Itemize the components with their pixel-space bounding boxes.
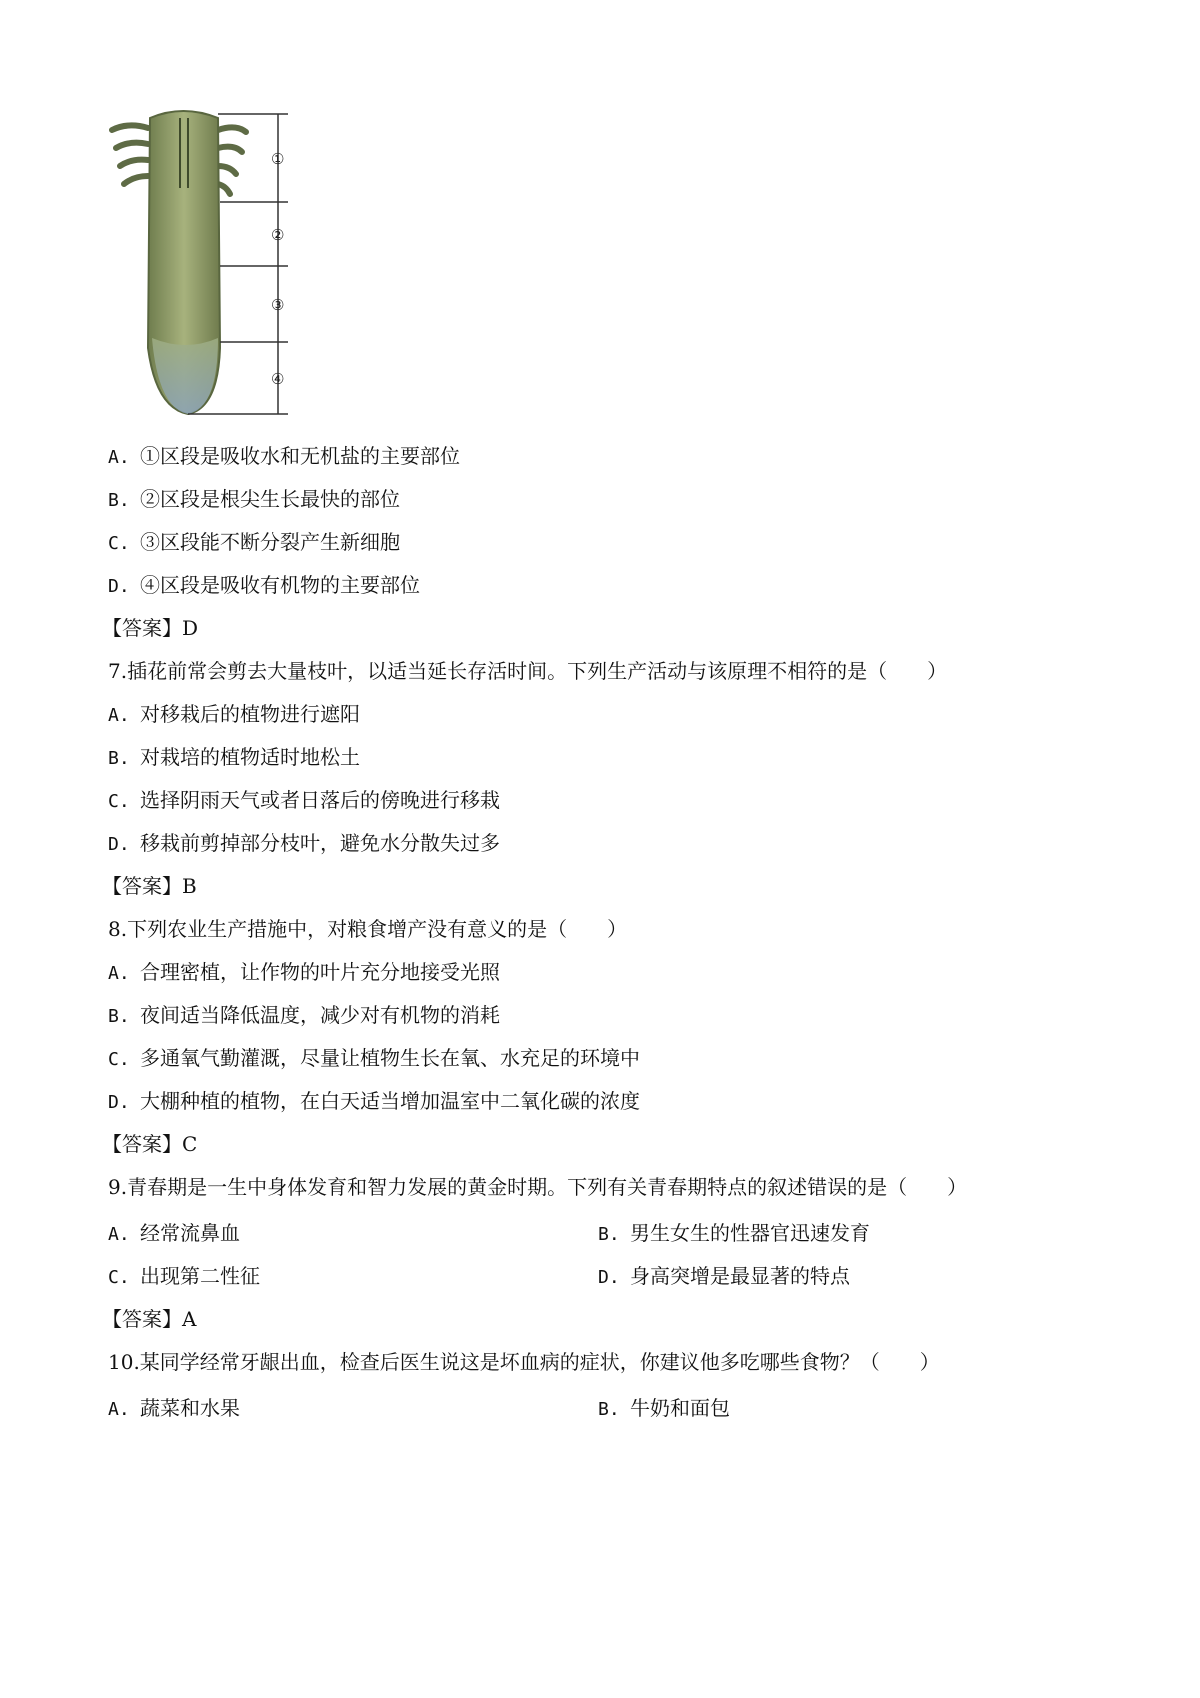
q10-option-a: A. 蔬菜和水果 (108, 1396, 240, 1420)
q8-answer: 【答案】C (102, 1132, 198, 1156)
q10-option-b: B. 牛奶和面包 (598, 1396, 730, 1420)
q9-stem: 9.青春期是一生中身体发育和智力发展的黄金时期。下列有关青春期特点的叙述错误的是（ ） (108, 1175, 968, 1199)
root-tip-svg (108, 108, 318, 458)
q9-answer: 【答案】A (102, 1307, 197, 1331)
q7-option-a: A. 对移栽后的植物进行遮阳 (108, 702, 360, 726)
q9-option-a: A. 经常流鼻血 (108, 1221, 240, 1245)
q6-option-d: D. ④区段是吸收有机物的主要部位 (108, 573, 420, 597)
q8-option-c: C. 多通氧气勤灌溉，尽量让植物生长在氧、水充足的环境中 (108, 1046, 640, 1070)
q6-answer: 【答案】D (102, 616, 199, 640)
q8-option-a: A. 合理密植，让作物的叶片充分地接受光照 (108, 960, 500, 984)
q6-option-b: B. ②区段是根尖生长最快的部位 (108, 487, 400, 511)
root-hairs-left (112, 125, 148, 184)
q7-option-d: D. 移栽前剪掉部分枝叶，避免水分散失过多 (108, 831, 500, 855)
root-cap (152, 338, 218, 414)
zone-label-4: ④ (271, 370, 285, 388)
q7-option-c: C. 选择阴雨天气或者日落后的傍晚进行移栽 (108, 788, 500, 812)
root-hairs-right (218, 127, 246, 194)
q9-option-d: D. 身高突增是最显著的特点 (598, 1264, 850, 1288)
root-tip-figure (108, 108, 318, 458)
zone-label-1: ① (271, 150, 285, 168)
q10-stem: 10.某同学经常牙龈出血，检查后医生说这是坏血病的症状，你建议他多吃哪些食物？（ ） (108, 1350, 940, 1374)
q7-answer: 【答案】B (102, 874, 197, 898)
zone-label-3: ③ (271, 296, 285, 314)
zone-label-2: ② (271, 226, 285, 244)
q9-option-c: C. 出现第二性征 (108, 1264, 260, 1288)
q9-option-b: B. 男生女生的性器官迅速发育 (598, 1221, 870, 1245)
q7-stem: 7.插花前常会剪去大量枝叶，以适当延长存活时间。下列生产活动与该原理不相符的是（ ） (108, 659, 948, 683)
q6-option-a: A. ①区段是吸收水和无机盐的主要部位 (108, 444, 460, 468)
q8-option-b: B. 夜间适当降低温度，减少对有机物的消耗 (108, 1003, 500, 1027)
q6-option-c: C. ③区段能不断分裂产生新细胞 (108, 530, 400, 554)
q8-stem: 8.下列农业生产措施中，对粮食增产没有意义的是（ ） (108, 917, 628, 941)
q8-option-d: D. 大棚种植的植物，在白天适当增加温室中二氧化碳的浓度 (108, 1089, 640, 1113)
q7-option-b: B. 对栽培的植物适时地松土 (108, 745, 360, 769)
